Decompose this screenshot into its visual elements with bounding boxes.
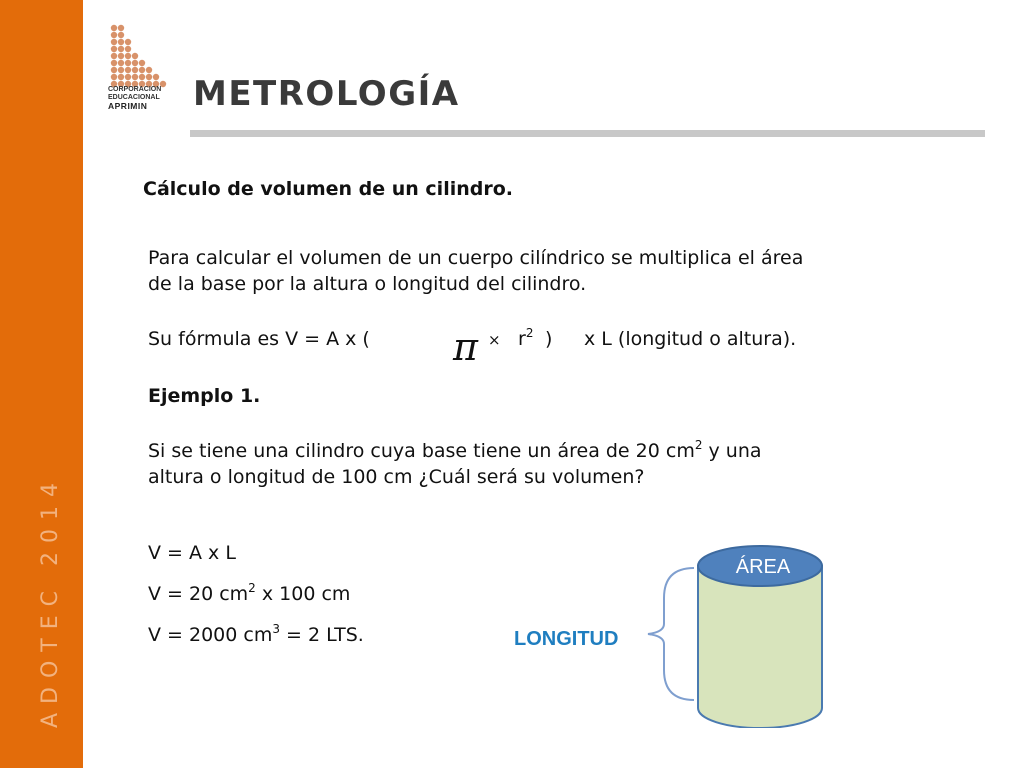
example-line-1-text: Si se tiene una cilindro cuya base tiene un área de 20 cm — [148, 440, 695, 462]
length-label: LONGITUD — [514, 628, 619, 650]
intro-line-1: Para calcular el volumen de un cuerpo cilíndrico se multiplica el área — [148, 247, 804, 269]
page-title: METROLOGÍA — [193, 74, 460, 114]
example-line-1-end: y una — [702, 440, 762, 462]
calc-step-2-b: x 100 cm — [255, 583, 351, 605]
section-heading: Cálculo de volumen de un cilindro. — [143, 178, 513, 200]
side-watermark-text: ADOTEC 2014 — [38, 474, 63, 728]
curly-brace-icon — [648, 568, 694, 700]
example-line-1 — [148, 438, 948, 464]
formula-r: r — [518, 328, 526, 350]
calc-step-2-exponent: 2 — [248, 581, 256, 595]
side-watermark — [14, 474, 63, 730]
calc-step-2 — [148, 583, 350, 605]
calc-step-2-a: V = 20 cm — [148, 583, 249, 605]
cylinder-body — [698, 566, 822, 728]
intro-line-2: de la base por la altura o longitud del cilindro. — [148, 273, 587, 295]
example-paragraph — [148, 438, 948, 490]
logo-brand: APRIMIN — [108, 101, 148, 111]
logo-line-2: EDUCACIONAL — [108, 94, 160, 101]
example-line-2: altura o longitud de 100 cm ¿Cuál será su volumen? — [148, 466, 645, 488]
calc-step-3-a: V = 2000 cm — [148, 624, 273, 646]
logo-line-1: CORPORACION — [108, 86, 162, 93]
formula-radius — [518, 328, 533, 350]
formula-r-exponent: 2 — [525, 326, 534, 340]
intro-paragraph — [148, 245, 948, 297]
calc-step-3-b: = 2 LTS. — [280, 624, 364, 646]
calc-step-3 — [148, 624, 364, 646]
formula-suffix: x L (longitud o altura). — [584, 328, 797, 350]
pi-icon: π — [453, 325, 478, 369]
example-line-1-exponent: 2 — [694, 438, 703, 452]
calc-step-3-exponent: 3 — [272, 622, 280, 636]
calc-step-1: V = A x L — [148, 542, 236, 564]
example-title: Ejemplo 1. — [148, 385, 261, 407]
logo-caption — [108, 86, 178, 110]
formula-close-paren: ) — [545, 328, 553, 350]
title-divider — [190, 130, 985, 137]
formula-times: × — [488, 331, 501, 349]
formula-prefix: Su fórmula es V = A x ( — [148, 328, 370, 350]
area-label: ÁREA — [735, 556, 791, 578]
